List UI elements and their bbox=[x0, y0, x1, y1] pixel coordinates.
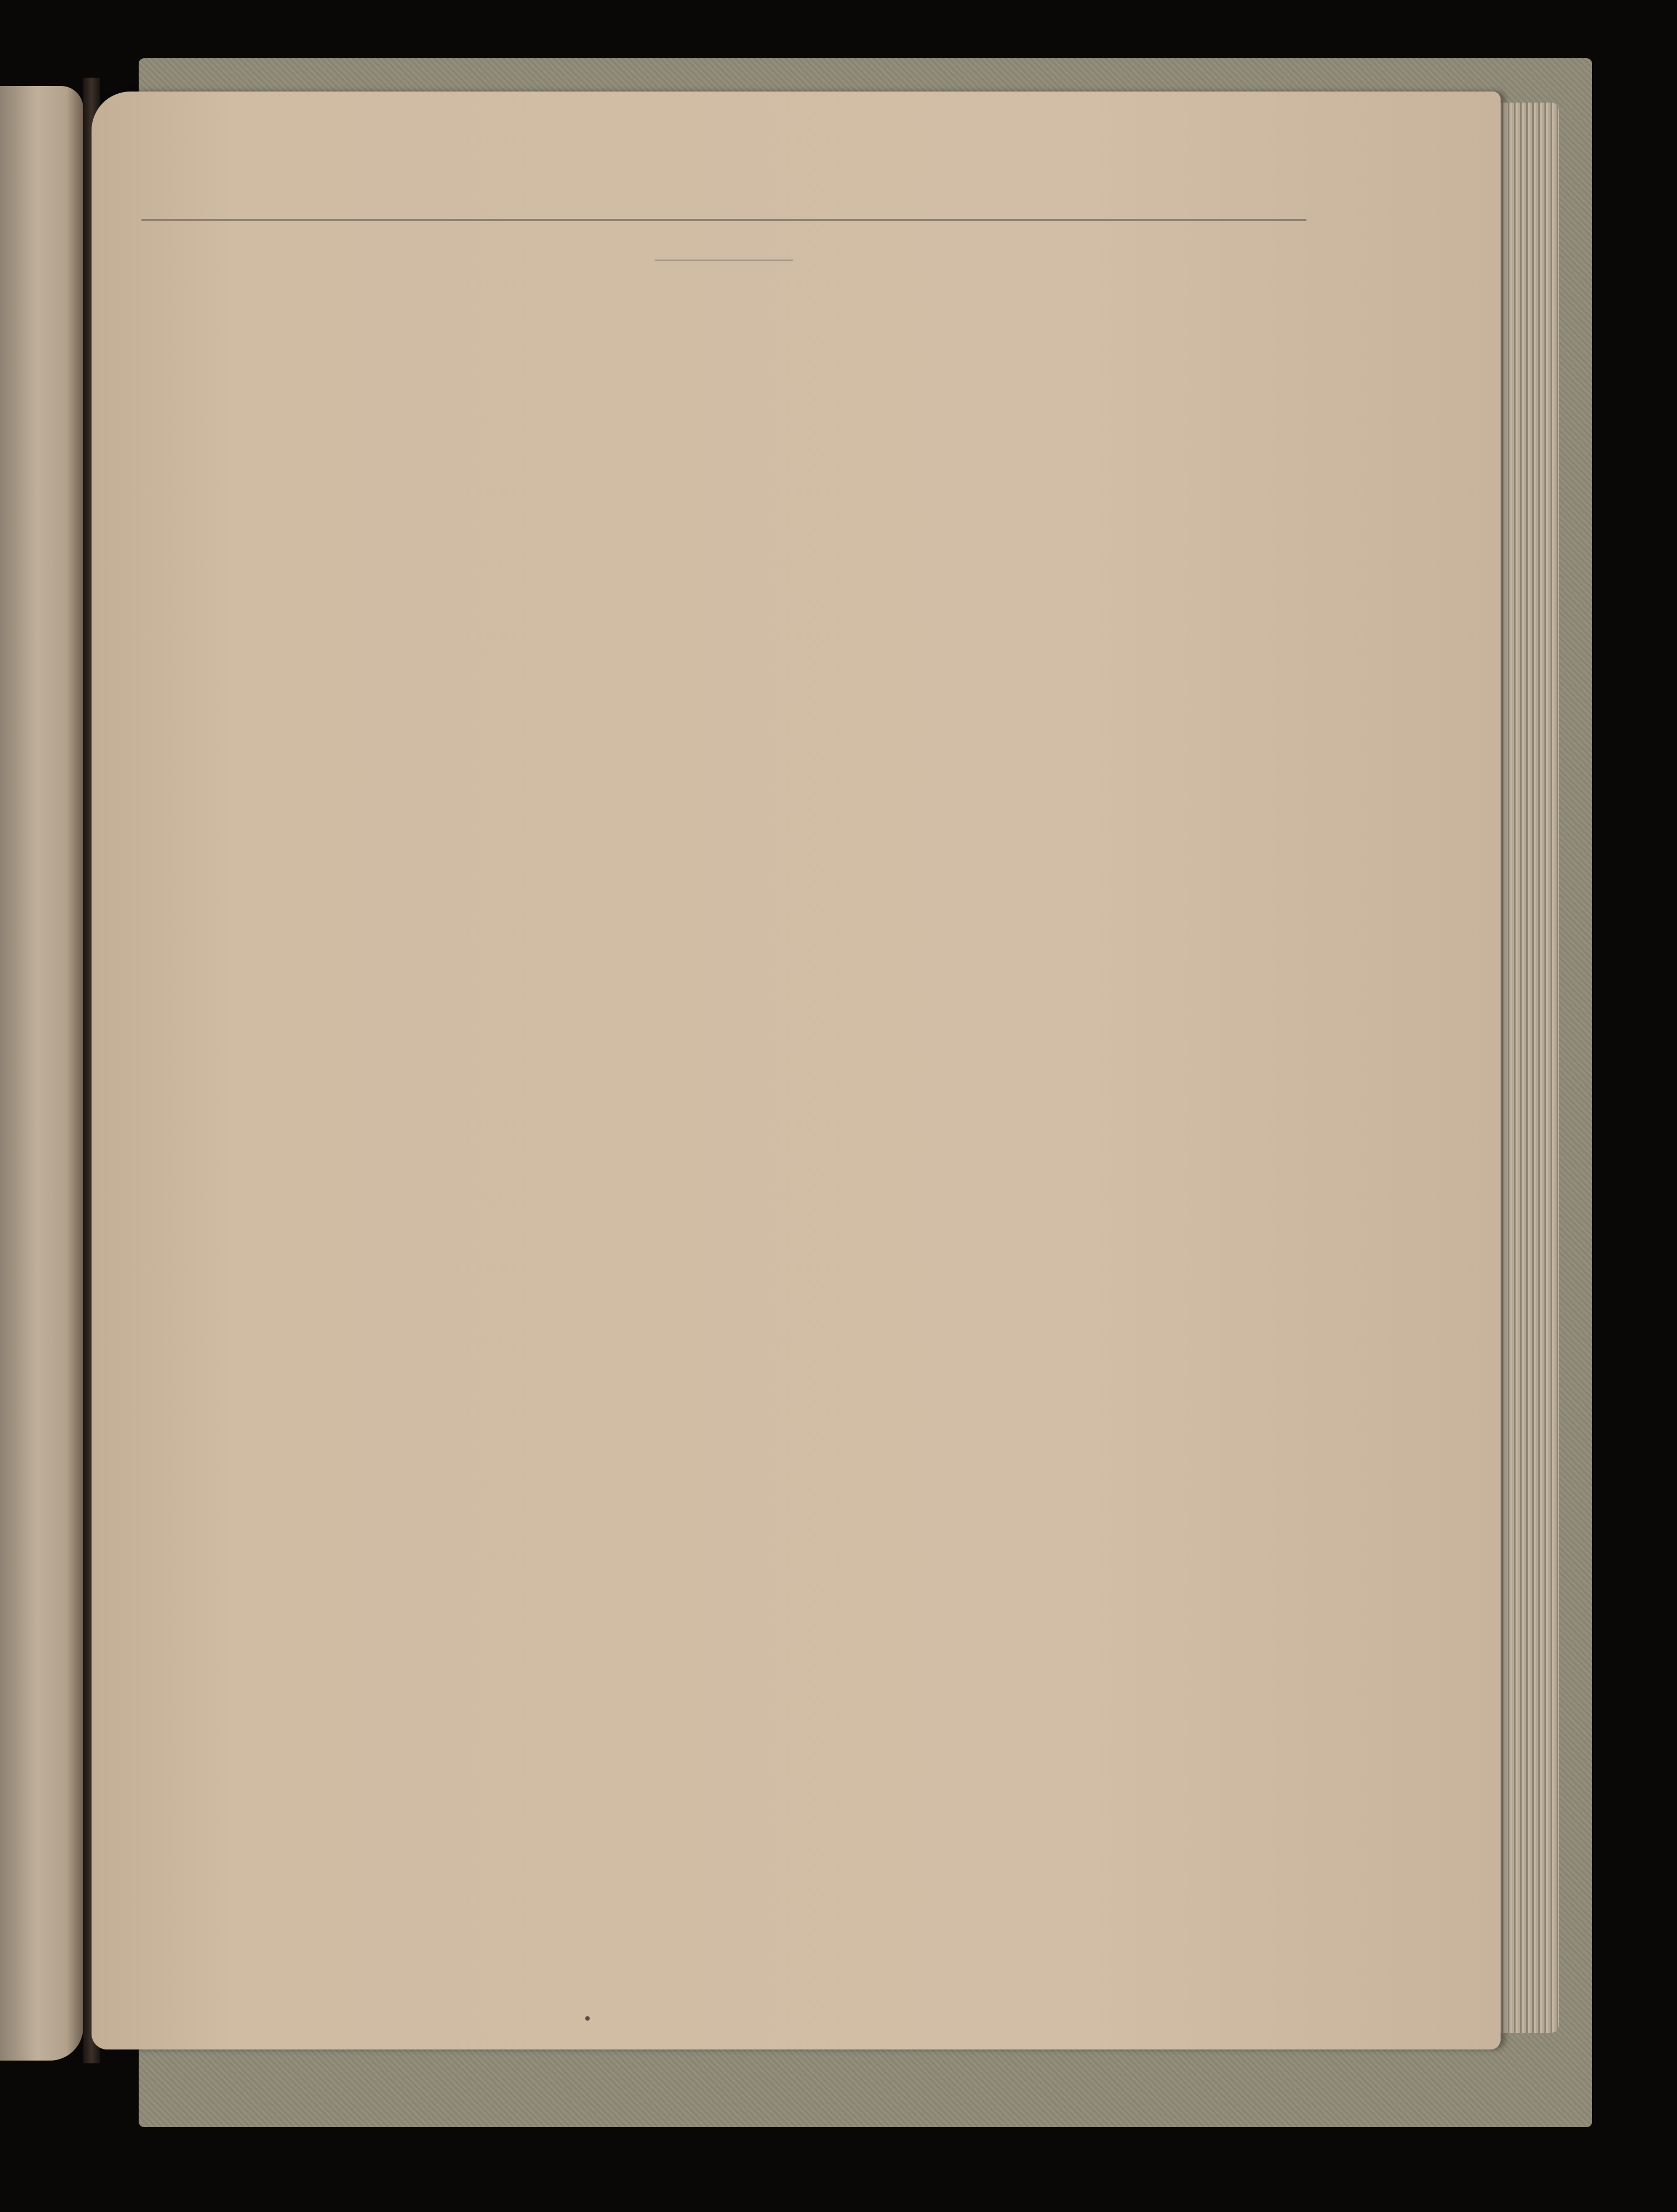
page-content bbox=[141, 180, 1306, 311]
running-head bbox=[141, 180, 1306, 221]
ink-spot bbox=[585, 2016, 590, 2021]
section-divider bbox=[655, 260, 793, 261]
left-page-edge bbox=[0, 86, 83, 2061]
book-page bbox=[92, 92, 1501, 2049]
